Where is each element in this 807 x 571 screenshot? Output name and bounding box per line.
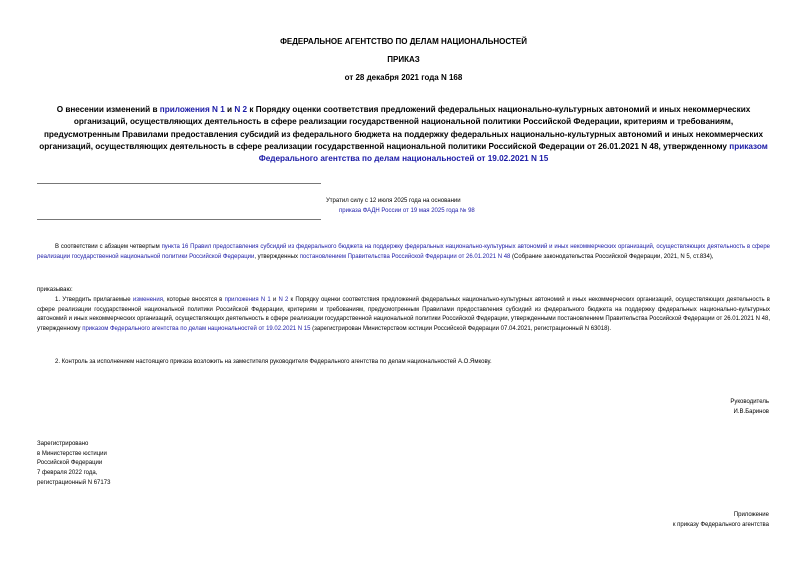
paragraph-item-1 [37, 296, 770, 334]
status-text: Утратил силу с 12 июля 2025 года на основании [326, 198, 461, 204]
document-title [36, 104, 771, 165]
item1-text-3: и [270, 297, 279, 303]
registration-line: 7 февраля 2022 года, [37, 470, 98, 477]
item1-link-changes[interactable]: изменения [132, 297, 163, 303]
status-link[interactable]: приказа ФАДН России от 19 мая 2025 года № 98 [339, 208, 475, 214]
item1-text-2: , которые вносятся в [162, 297, 225, 303]
paragraph-basis [37, 243, 770, 262]
para1-text-1: В соответствии с абзацем четвертым [55, 244, 162, 250]
registration-line: Зарегистрировано [37, 441, 89, 447]
appendix-label: Приложение [733, 512, 769, 518]
title-link-appendix-1[interactable]: приложения N 1 [159, 105, 225, 114]
appendix-subtitle: к приказу Федерального агентства [672, 522, 769, 528]
paragraph-item-2 [37, 358, 770, 368]
item1-link-appendix-2[interactable]: N 2 [278, 297, 289, 303]
item1-link-appendix-1[interactable]: приложения N 1 [224, 297, 271, 303]
para1-link-decree[interactable]: постановлением Правительства Российской Федерации от 26.01.2021 N 48 [299, 253, 511, 260]
para1-link-rules[interactable]: пункта 16 Правил предоставления субсидий из федерального бюджета на поддержку федеральных национально-культурных автономий и иных некоммерческих организаций, осуществляющих деятельность в сфере реализации государственной национальной политики Российской Федерации [37, 244, 770, 260]
para1-text-3: (Собрание законодательства Российской Федерации, 2021, N 5, ст.834), [510, 253, 714, 260]
divider-top [37, 183, 321, 184]
registration-line: в Министерстве юстиции [37, 450, 107, 457]
signature-name: И.В.Баринов [733, 409, 769, 415]
registration-line: регистрационный N 67173 [37, 479, 111, 486]
signature-role: Руководитель [730, 399, 769, 405]
registration-line: Российской Федерации [37, 460, 103, 467]
title-link-appendix-2[interactable]: N 2 [234, 105, 248, 114]
item1-text-4: к Порядку оценки соответствия предложений федеральных национально-культурных автономий и иных некоммерческих организаций, осуществляющих деятельность в сфере реализации государственной национальной политики Российской Федерации, критериям и требованиям, предусмотренным Правилами предоставления субсидий из федерального бюджета на поддержку федеральных национально-культурных автономий и иных некоммерческих организаций, осуществляющих деятельность в сфере реализации государственной национальной политики Российской Федерации, утвержденными постановлением Правительства Российской Федерации от 26.01.2021 N 48, утвержденному [37, 297, 770, 332]
title-link-order[interactable]: приказом Федерального агентства по делам национальностей от 19.02.2021 N 15 [258, 141, 768, 164]
order-word: приказываю: [37, 287, 73, 293]
title-text-1: О внесении изменений в [56, 105, 160, 114]
item1-text-1: 1. Утвердить прилагаемые [55, 297, 133, 303]
document-date-number: от 28 декабря 2021 года N 168 [344, 73, 463, 82]
item2-text: 2. Контроль за исполнением настоящего приказа возложить на заместителя руководителя Федерального агентства по делам национальностей А.О.Ямкову. [55, 359, 492, 365]
divider-bottom [37, 219, 321, 220]
item1-link-order[interactable]: приказом Федерального агентства по делам национальностей от 19.02.2021 N 15 [82, 325, 311, 332]
item1-text-5: (зарегистрирован Министерством юстиции Российской Федерации 07.04.2021, регистрационный N 63018). [310, 325, 612, 332]
title-text-3: к Порядку оценки соответствия предложений федеральных национально-культурных автономий и иных некоммерческих организаций, осуществляющих деятельность в сфере реализации государственной национальной политики Российской Федерации, критериям и требованиям, предусмотренным Правилами предоставления субсидий из федерального бюджета на поддержку федеральных национально-культурных автономий и иных некоммерческих организаций, осуществляющих деятельность в сфере реализации государственной национальной политики Российской Федерации от 26.01.2021 N 48, утвержденному [39, 105, 764, 151]
agency-name: ФЕДЕРАЛЬНОЕ АГЕНТСТВО ПО ДЕЛАМ НАЦИОНАЛЬНОСТЕЙ [280, 37, 527, 46]
title-text-2: и [224, 105, 235, 114]
para1-text-2: , утвержденных [254, 253, 300, 260]
registration-block [37, 440, 110, 489]
document-type: ПРИКАЗ [387, 55, 420, 64]
